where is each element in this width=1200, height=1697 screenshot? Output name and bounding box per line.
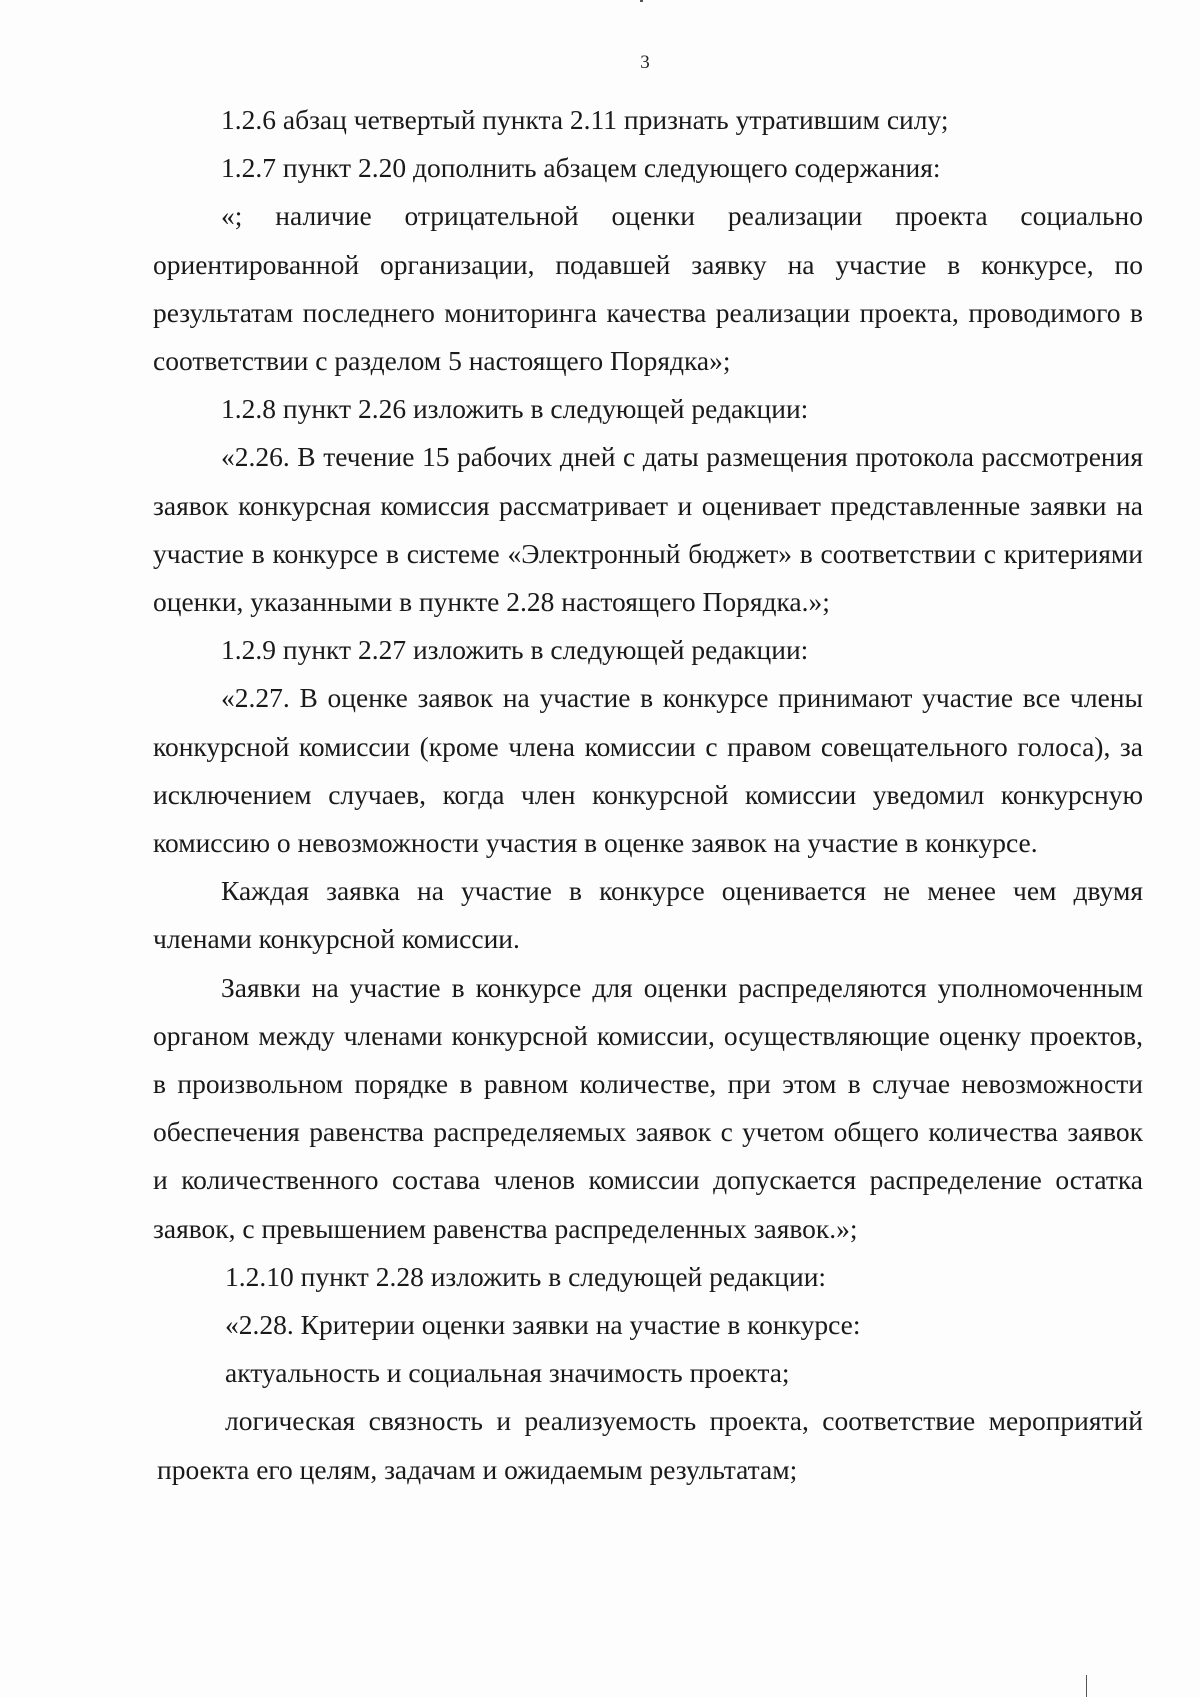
paragraph-1-2-6: 1.2.6 абзац четвертый пункта 2.11 признать утратившим силу; [221,104,949,135]
paragraph-distribution: Заявки на участие в конкурсе для оценки распределяются уполномоченным органом между членами конкурсной комиссии, осуществляющие оценку проектов, в произвольном порядке в равном количестве, при этом в случае невозможности обеспечения равенства распределяемых заявок с учетом общего количества заявок и количественного состава членов комиссии допускается распределение остатка заявок, с превышением равенства распределенных заявок.»; [153,971,1143,1244]
paragraph-1-2-8: 1.2.8 пункт 2.26 изложить в следующей редакции: [221,393,809,425]
paragraph-quote-2-27: «2.27. В оценке заявок на участие в конкурсе принимают участие все члены конкурсной комиссии (кроме члена комиссии с правом совещательного голоса), за исключением случаев, когда член конкурсной комиссии уведомил конкурсную комиссию о невозможности участия в оценке заявок на участие в конкурсе. [153,682,1143,859]
paragraph-1-2-7: 1.2.7 пункт 2.20 дополнить абзацем следующего содержания: [221,152,941,184]
paragraph-quote-2-26: «2.26. В течение 15 рабочих дней с даты размещения протокола рассмотрения заявок конкурсная комиссия рассматривает и оценивает представленные заявки на участие в конкурсе в системе «Электронный бюджет» в соответствии с критериями оценки, указанными в пункте 2.28 настоящего Порядка.»; [153,441,1143,618]
paragraph-quote-2-28: «2.28. Критерии оценки заявки на участие в конкурсе: [225,1309,861,1341]
scan-artifact-bottom [1086,1675,1087,1697]
paragraph-each-application: Каждая заявка на участие в конкурсе оценивается не менее чем двумя членами конкурсной комиссии. [153,875,1143,955]
document-body [153,96,1143,1494]
paragraph-1-2-9: 1.2.9 пункт 2.27 изложить в следующей редакции: [221,634,809,666]
scan-artifact-top [640,0,643,2]
page-number: 3 [640,52,650,73]
paragraph-quote-2-20: «; наличие отрицательной оценки реализации проекта социально ориентированной организации, подавшей заявку на участие в конкурсе, по результатам последнего мониторинга качества реализации проекта, проводимого в соответствии с разделом 5 настоящего Порядка»; [153,200,1143,377]
paragraph-criterion-coherence: логическая связность и реализуемость проекта, соответствие мероприятий проекта его целям, задачам и ожидаемым результатам; [157,1405,1143,1485]
paragraph-1-2-10: 1.2.10 пункт 2.28 изложить в следующей редакции: [225,1260,827,1292]
paragraph-criterion-relevance: актуальность и социальная значимость проекта; [225,1357,790,1389]
